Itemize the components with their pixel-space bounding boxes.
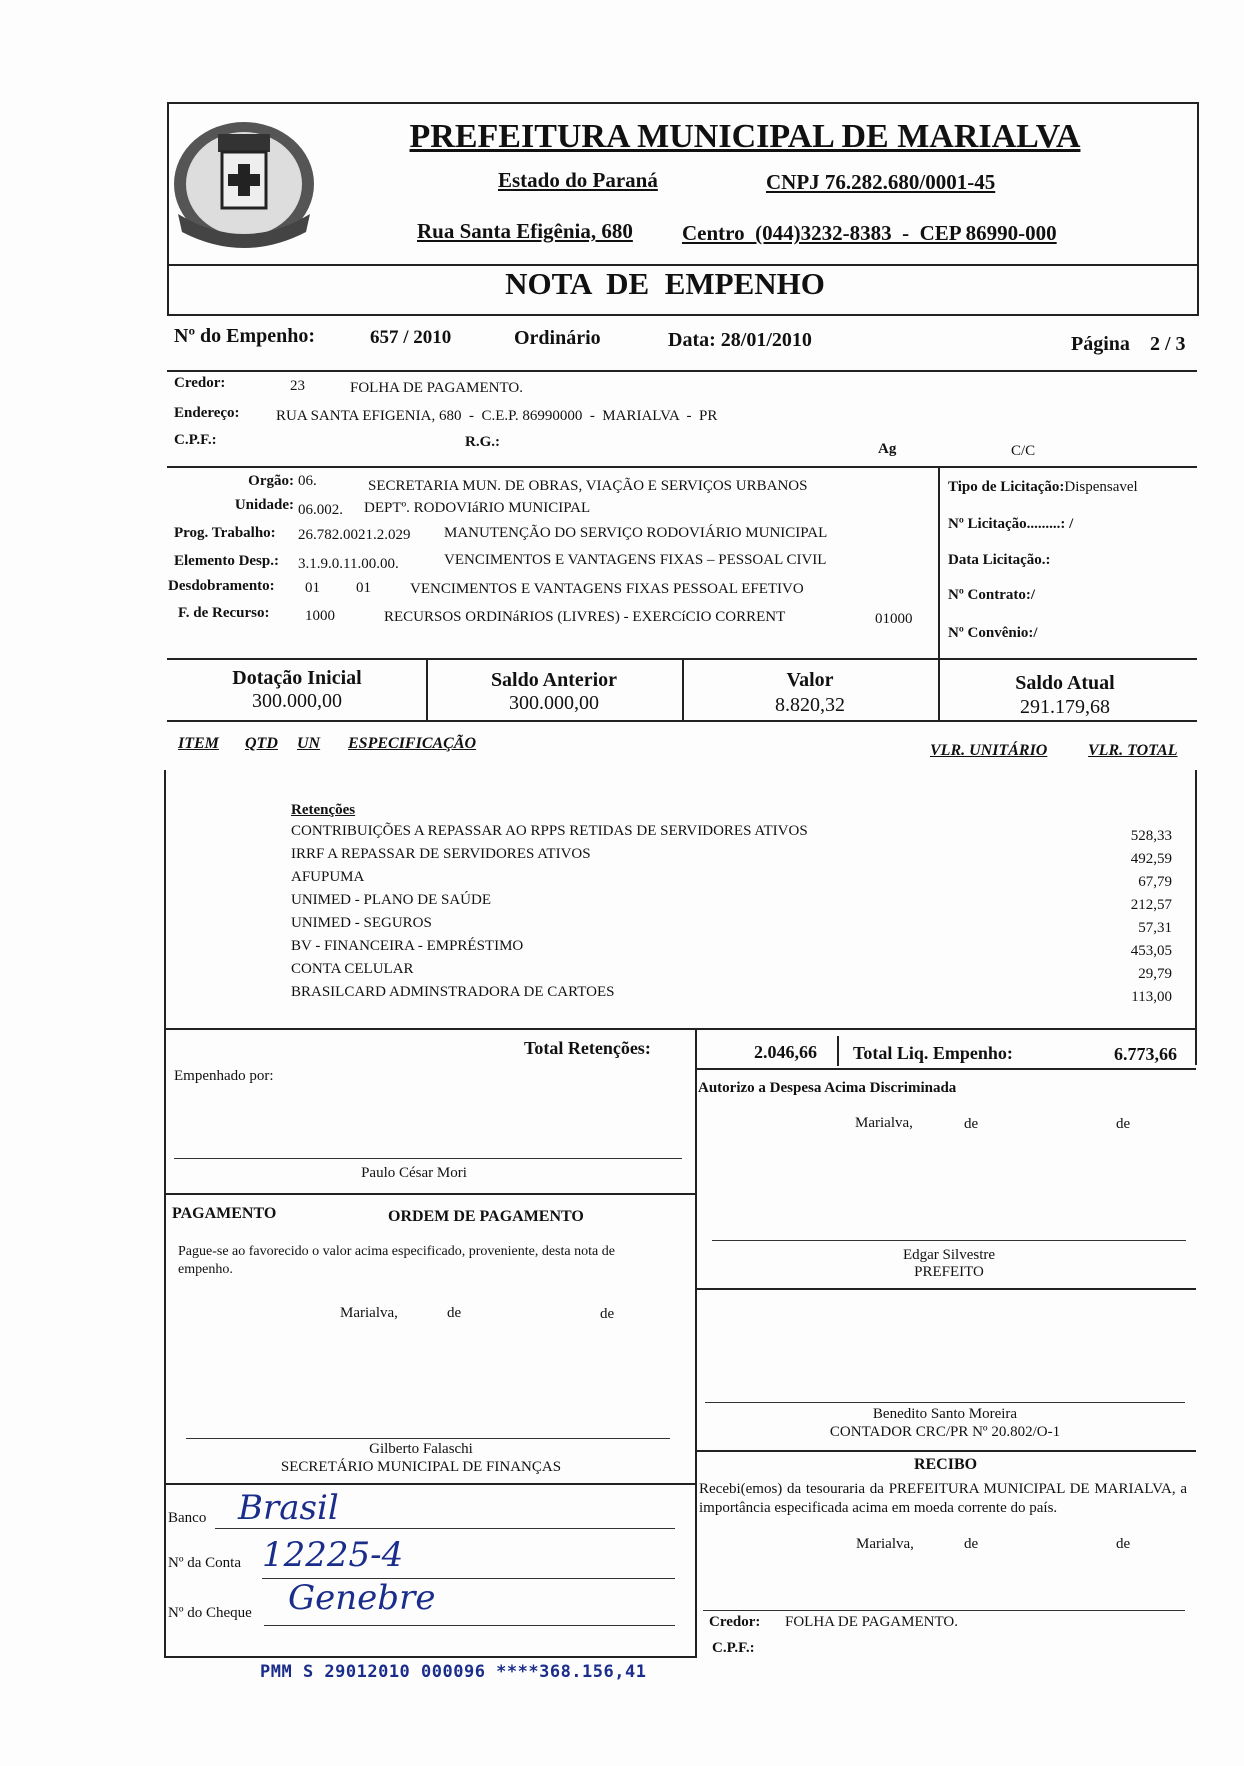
dotacao-label: Dotação Inicial: [232, 667, 362, 689]
col-vlr-unitario: VLR. UNITÁRIO: [930, 742, 1048, 759]
conta-label: Nº da Conta: [168, 1555, 241, 1571]
retencao-value: 57,31: [1138, 920, 1172, 936]
empenho-date: Data: 28/01/2010: [668, 329, 812, 351]
retencao-value: 113,00: [1131, 989, 1172, 1005]
retencao-value: 453,05: [1130, 943, 1172, 959]
retencao-value: 67,79: [1138, 874, 1172, 890]
ordem-de-1: de: [447, 1305, 462, 1321]
dotacao-value: 300.000,00: [252, 690, 342, 712]
retencao-value: 528,33: [1130, 828, 1172, 844]
credor-name: FOLHA DE PAGAMENTO.: [350, 380, 523, 396]
orgao-name: SECRETARIA MUN. DE OBRAS, VIAÇÃO E SERVIÇOS URBANOS: [368, 478, 808, 494]
total-liquido-label: Total Liq. Empenho:: [853, 1043, 1013, 1063]
rg-label: R.G.:: [465, 434, 500, 450]
recibo-title: RECIBO: [913, 1456, 978, 1473]
desdobramento-label: Desdobramento:: [168, 578, 275, 594]
ordem-pagamento-title: ORDEM DE PAGAMENTO: [388, 1208, 584, 1225]
banco-handwritten: Brasil: [238, 1488, 339, 1528]
retencao-description: UNIMED - SEGUROS: [291, 915, 432, 931]
pague-se-text: Pague-se ao favorecido o valor acima especificado, proveniente, desta nota de empenho.: [178, 1244, 615, 1277]
recibo-cpf-label: C.P.F.:: [712, 1640, 755, 1656]
document-title: NOTA DE EMPENHO: [505, 266, 825, 301]
recibo-city: Marialva,: [856, 1536, 914, 1552]
desdobramento-code-2: 01: [356, 580, 371, 596]
valor-label: Valor: [786, 669, 834, 691]
orgao-label: Orgão:: [248, 473, 294, 489]
valor-value: 8.820,32: [775, 694, 845, 716]
retencao-description: IRRF A REPASSAR DE SERVIDORES ATIVOS: [291, 846, 591, 862]
licitacao-number: Nº Licitação.........: /: [948, 516, 1074, 532]
retencao-description: CONTA CELULAR: [291, 961, 414, 977]
saldo-anterior-value: 300.000,00: [509, 692, 599, 714]
convenio-number: Nº Convênio:/: [948, 625, 1038, 641]
empenho-label: Nº do Empenho:: [174, 325, 316, 347]
desdobramento-code-1: 01: [305, 580, 320, 596]
prog-label: Prog. Trabalho:: [174, 525, 276, 541]
ag-label: Ag: [878, 441, 897, 457]
total-retencoes-label: Total Retenções:: [524, 1038, 651, 1058]
empenhado-por-name: Paulo César Mori: [361, 1165, 467, 1181]
pagamento-title: PAGAMENTO: [172, 1205, 277, 1222]
coat-of-arms-logo: [168, 104, 320, 256]
retencoes-title: Retenções: [291, 802, 356, 818]
licitacao-type-label: Tipo de Licitação:Dispensavel: [948, 479, 1138, 495]
cpf-label: C.P.F.:: [174, 432, 217, 448]
saldo-atual-value: 291.179,68: [1020, 696, 1110, 718]
cc-label: C/C: [1011, 443, 1036, 459]
saldo-atual-label: Saldo Atual: [1015, 672, 1115, 694]
retencao-description: UNIMED - PLANO DE SAÚDE: [291, 892, 491, 908]
endereco-label: Endereço:: [174, 405, 240, 421]
total-retencoes-value: 2.046,66: [754, 1042, 817, 1062]
contrato-number: Nº Contrato:/: [948, 587, 1036, 603]
retencao-value: 492,59: [1130, 851, 1172, 867]
licitacao-date: Data Licitação.:: [948, 552, 1051, 568]
banco-label: Banco: [168, 1510, 207, 1526]
recurso-code: 1000: [305, 608, 335, 624]
retencao-description: AFUPUMA: [291, 869, 365, 885]
recibo-de-2: de: [1116, 1536, 1131, 1552]
autorizo-de-2: de: [1116, 1116, 1131, 1132]
street-address: Rua Santa Efigênia, 680: [417, 219, 633, 243]
recurso-name: RECURSOS ORDINáRIOS (LIVRES) - EXERCíCIO CORRENT: [384, 609, 786, 625]
cnpj: CNPJ 76.282.680/0001-45: [766, 170, 996, 194]
col-item: ITEM: [178, 735, 219, 752]
credor-label: Credor:: [174, 375, 226, 391]
desdobramento-name: VENCIMENTOS E VANTAGENS FIXAS PESSOAL EFETIVO: [410, 581, 804, 597]
bank-stamp: PMM S 29012010 000096 ****368.156,41: [260, 1662, 647, 1682]
licitacao-type-value: Dispensavel: [1064, 479, 1138, 495]
prog-name: MANUTENÇÃO DO SERVIÇO RODOVIÁRIO MUNICIPAL: [444, 525, 828, 541]
empenho-number: 657 / 2010: [370, 327, 452, 348]
contador-title: CONTADOR CRC/PR Nº 20.802/O-1: [829, 1424, 1061, 1440]
prefeito-name: Edgar Silvestre: [902, 1247, 996, 1263]
recibo-credor-label: Credor:: [709, 1614, 761, 1630]
unidade-label: Unidade:: [234, 497, 294, 513]
empenhado-por-label: Empenhado por:: [174, 1068, 274, 1084]
retencao-value: 29,79: [1138, 966, 1172, 982]
state-name: Estado do Paraná: [498, 168, 658, 192]
col-especificacao: ESPECIFICAÇÃO: [348, 735, 477, 752]
orgao-code: 06.: [298, 473, 317, 489]
secretario-name: Gilberto Falaschi: [369, 1441, 473, 1457]
elemento-label: Elemento Desp.:: [174, 553, 279, 569]
ordem-de-2: de: [600, 1306, 615, 1322]
retencao-description: BV - FINANCEIRA - EMPRÉSTIMO: [291, 938, 524, 954]
retencao-value: 212,57: [1130, 897, 1172, 913]
recurso-code-2: 01000: [875, 611, 913, 627]
cheque-label: Nº do Cheque: [168, 1605, 252, 1621]
prog-code: 26.782.0021.2.029: [298, 527, 411, 543]
page-label: Página: [1071, 333, 1130, 355]
col-vlr-total: VLR. TOTAL: [1088, 742, 1178, 759]
credor-code: 23: [290, 378, 305, 394]
page-number: 2 / 3: [1150, 333, 1186, 355]
saldo-anterior-label: Saldo Anterior: [490, 669, 618, 691]
autorizo-city: Marialva,: [855, 1115, 913, 1131]
recibo-text: Recebi(emos) da tesouraria da PREFEITURA MUNICIPAL DE MARIALVA, a importância especificada acima em moeda corrente do país.: [699, 1481, 1187, 1516]
retencao-description: BRASILCARD ADMINSTRADORA DE CARTOES: [291, 984, 615, 1000]
recibo-credor-value: FOLHA DE PAGAMENTO.: [785, 1614, 958, 1630]
prefeito-title: PREFEITO: [914, 1264, 984, 1280]
total-liquido-value: 6.773,66: [1114, 1044, 1177, 1064]
autorizo-text: Autorizo a Despesa Acima Discriminada: [698, 1080, 957, 1096]
recurso-label: F. de Recurso:: [178, 605, 270, 621]
unidade-code: 06.002.: [298, 502, 343, 518]
col-un: UN: [297, 735, 321, 752]
empenho-type: Ordinário: [514, 327, 601, 349]
district-phone-cep: Centro (044)3232-8383 - CEP 86990-000: [682, 221, 1057, 245]
contador-name: Benedito Santo Moreira: [872, 1406, 1018, 1422]
cheque-handwritten: Genebre: [288, 1578, 436, 1618]
elemento-code: 3.1.9.0.11.00.00.: [298, 556, 399, 572]
endereco-value: RUA SANTA EFIGENIA, 680 - C.E.P. 86990000 - MARIALVA - PR: [276, 408, 718, 424]
secretario-title: SECRETÁRIO MUNICIPAL DE FINANÇAS: [280, 1459, 562, 1475]
conta-handwritten: 12225-4: [262, 1535, 404, 1575]
ordem-city: Marialva,: [340, 1305, 398, 1321]
autorizo-de-1: de: [964, 1116, 979, 1132]
retencao-description: CONTRIBUIÇÕES A REPASSAR AO RPPS RETIDAS DE SERVIDORES ATIVOS: [291, 823, 808, 839]
elemento-name: VENCIMENTOS E VANTAGENS FIXAS – PESSOAL CIVIL: [444, 552, 827, 568]
recibo-de-1: de: [964, 1536, 979, 1552]
unidade-name: DEPTº. RODOVIáRIO MUNICIPAL: [364, 500, 591, 516]
city-hall-title: PREFEITURA MUNICIPAL DE MARIALVA: [409, 118, 1081, 155]
col-qtd: QTD: [245, 735, 278, 752]
